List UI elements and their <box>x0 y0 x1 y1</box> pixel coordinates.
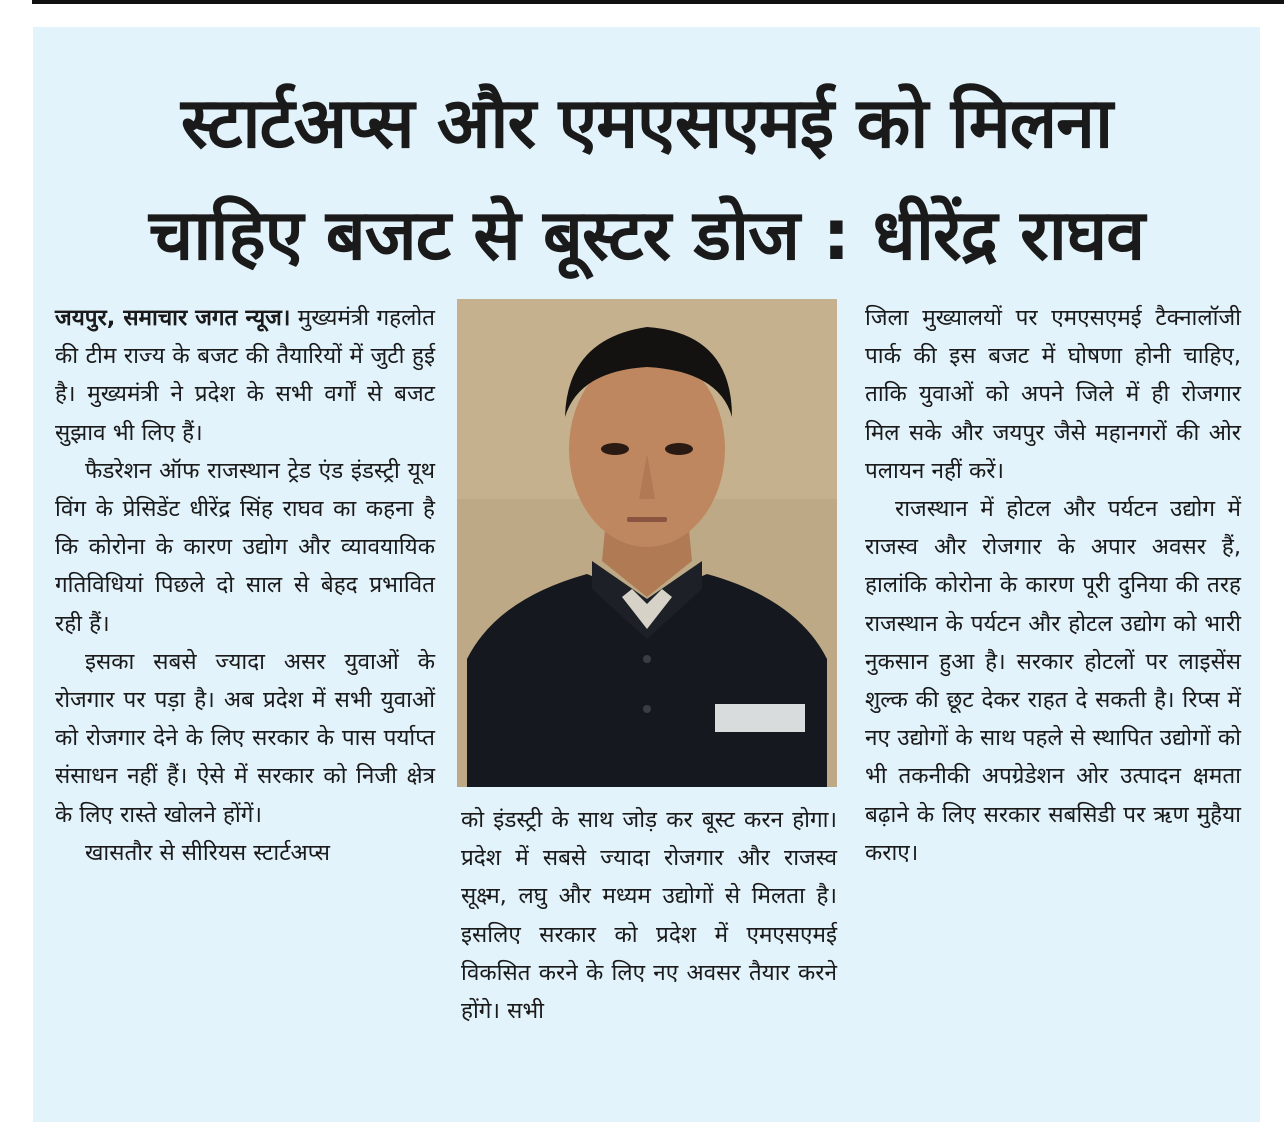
headline-line-1: स्टार्टअप्स और एमएसएमई को मिलना <box>180 82 1113 164</box>
portrait-photo <box>457 299 837 787</box>
paragraph-2: फैडरेशन ऑफ राजस्थान ट्रेड एंड इंडस्ट्री यूथ विंग के प्रेसिडेंट धीरेंद्र सिंह राघव का कहना है कि कोरोना के कारण उद्योग और व्यावयायिक गतिविधियां पिछले दो साल से बेहद प्रभावित रही हैं। <box>55 457 435 637</box>
paragraph-1-text: मुख्यमंत्री गहलोत की टीम राज्य के बजट की तैयारियों में जुटी हुई है। मुख्यमंत्री ने प्रदेश के सभी वर्गों से बजट सुझाव भी लिए हैं। <box>55 305 436 446</box>
article-column-1 <box>55 299 435 872</box>
paragraph-7: राजस्थान में होटल और पर्यटन उद्योग में राजस्व और रोजगार के अपार अवसर हैं, हालांकि कोरोना के कारण पूरी दुनिया की तरह राजस्थान के पर्यटन और होटल उद्योग को भारी नुकसान हुआ है। सरकार होटलों पर लाइसेंस शुल्क की छूट देकर राहत दे सकती है। रिप्स में नए उद्योगों के साथ पहले से स्थापित उद्योगों को भी तकनीकी अपग्रेडेशन ओर उत्पादन क्षमता बढ़ाने के लिए सरकार सबसिडी पर ऋण मुहैया कराए। <box>865 496 1241 866</box>
article-column-2 <box>461 801 837 1030</box>
paragraph-6: जिला मुख्यालयों पर एमएसएमई टैक्नालॉजी पार्क की इस बजट में घोषणा होनी चाहिए, ताकि युवाओं को अपने जिले में ही रोजगार मिल सके और जयपुर जैसे महानगरों की ओर पलायन नहीं करें। <box>865 305 1241 484</box>
article-column-3 <box>865 299 1241 872</box>
headline <box>33 67 1260 291</box>
top-rule <box>32 0 1284 4</box>
paragraph-5: को इंडस्ट्री के साथ जोड़ कर बूस्ट करन होगा। प्रदेश में सबसे ज्यादा रोजगार और राजस्व सूक्ष्म, लघु और मध्यम उद्योगों से मिलता है। इसलिए सरकार को प्रदेश में एमएसएमई विकसित करने के लिए नए अवसर तैयार करने होंगे। सभी <box>461 807 837 1025</box>
paragraph-1 <box>55 299 435 452</box>
paragraph-3: इसका सबसे ज्यादा असर युवाओं के रोजगार पर पड़ा है। अब प्रदेश में सभी युवाओं को रोजगार देने के लिए सरकार के पास पर्याप्त संसाधन नहीं हैं। ऐसे में सरकार को निजी क्षेत्र के लिए रास्ते खोलने होंगें। <box>55 648 435 828</box>
paragraph-4: खासतौर से सीरियस स्टार्टअप्स <box>85 839 331 866</box>
dateline: जयपुर, समाचार जगत न्यूज। <box>55 305 291 331</box>
headline-line-2: चाहिए बजट से बूस्टर डोज : धीरेंद्र राघव <box>148 194 1145 276</box>
portrait-illustration <box>457 299 837 787</box>
article-panel <box>33 27 1260 1122</box>
